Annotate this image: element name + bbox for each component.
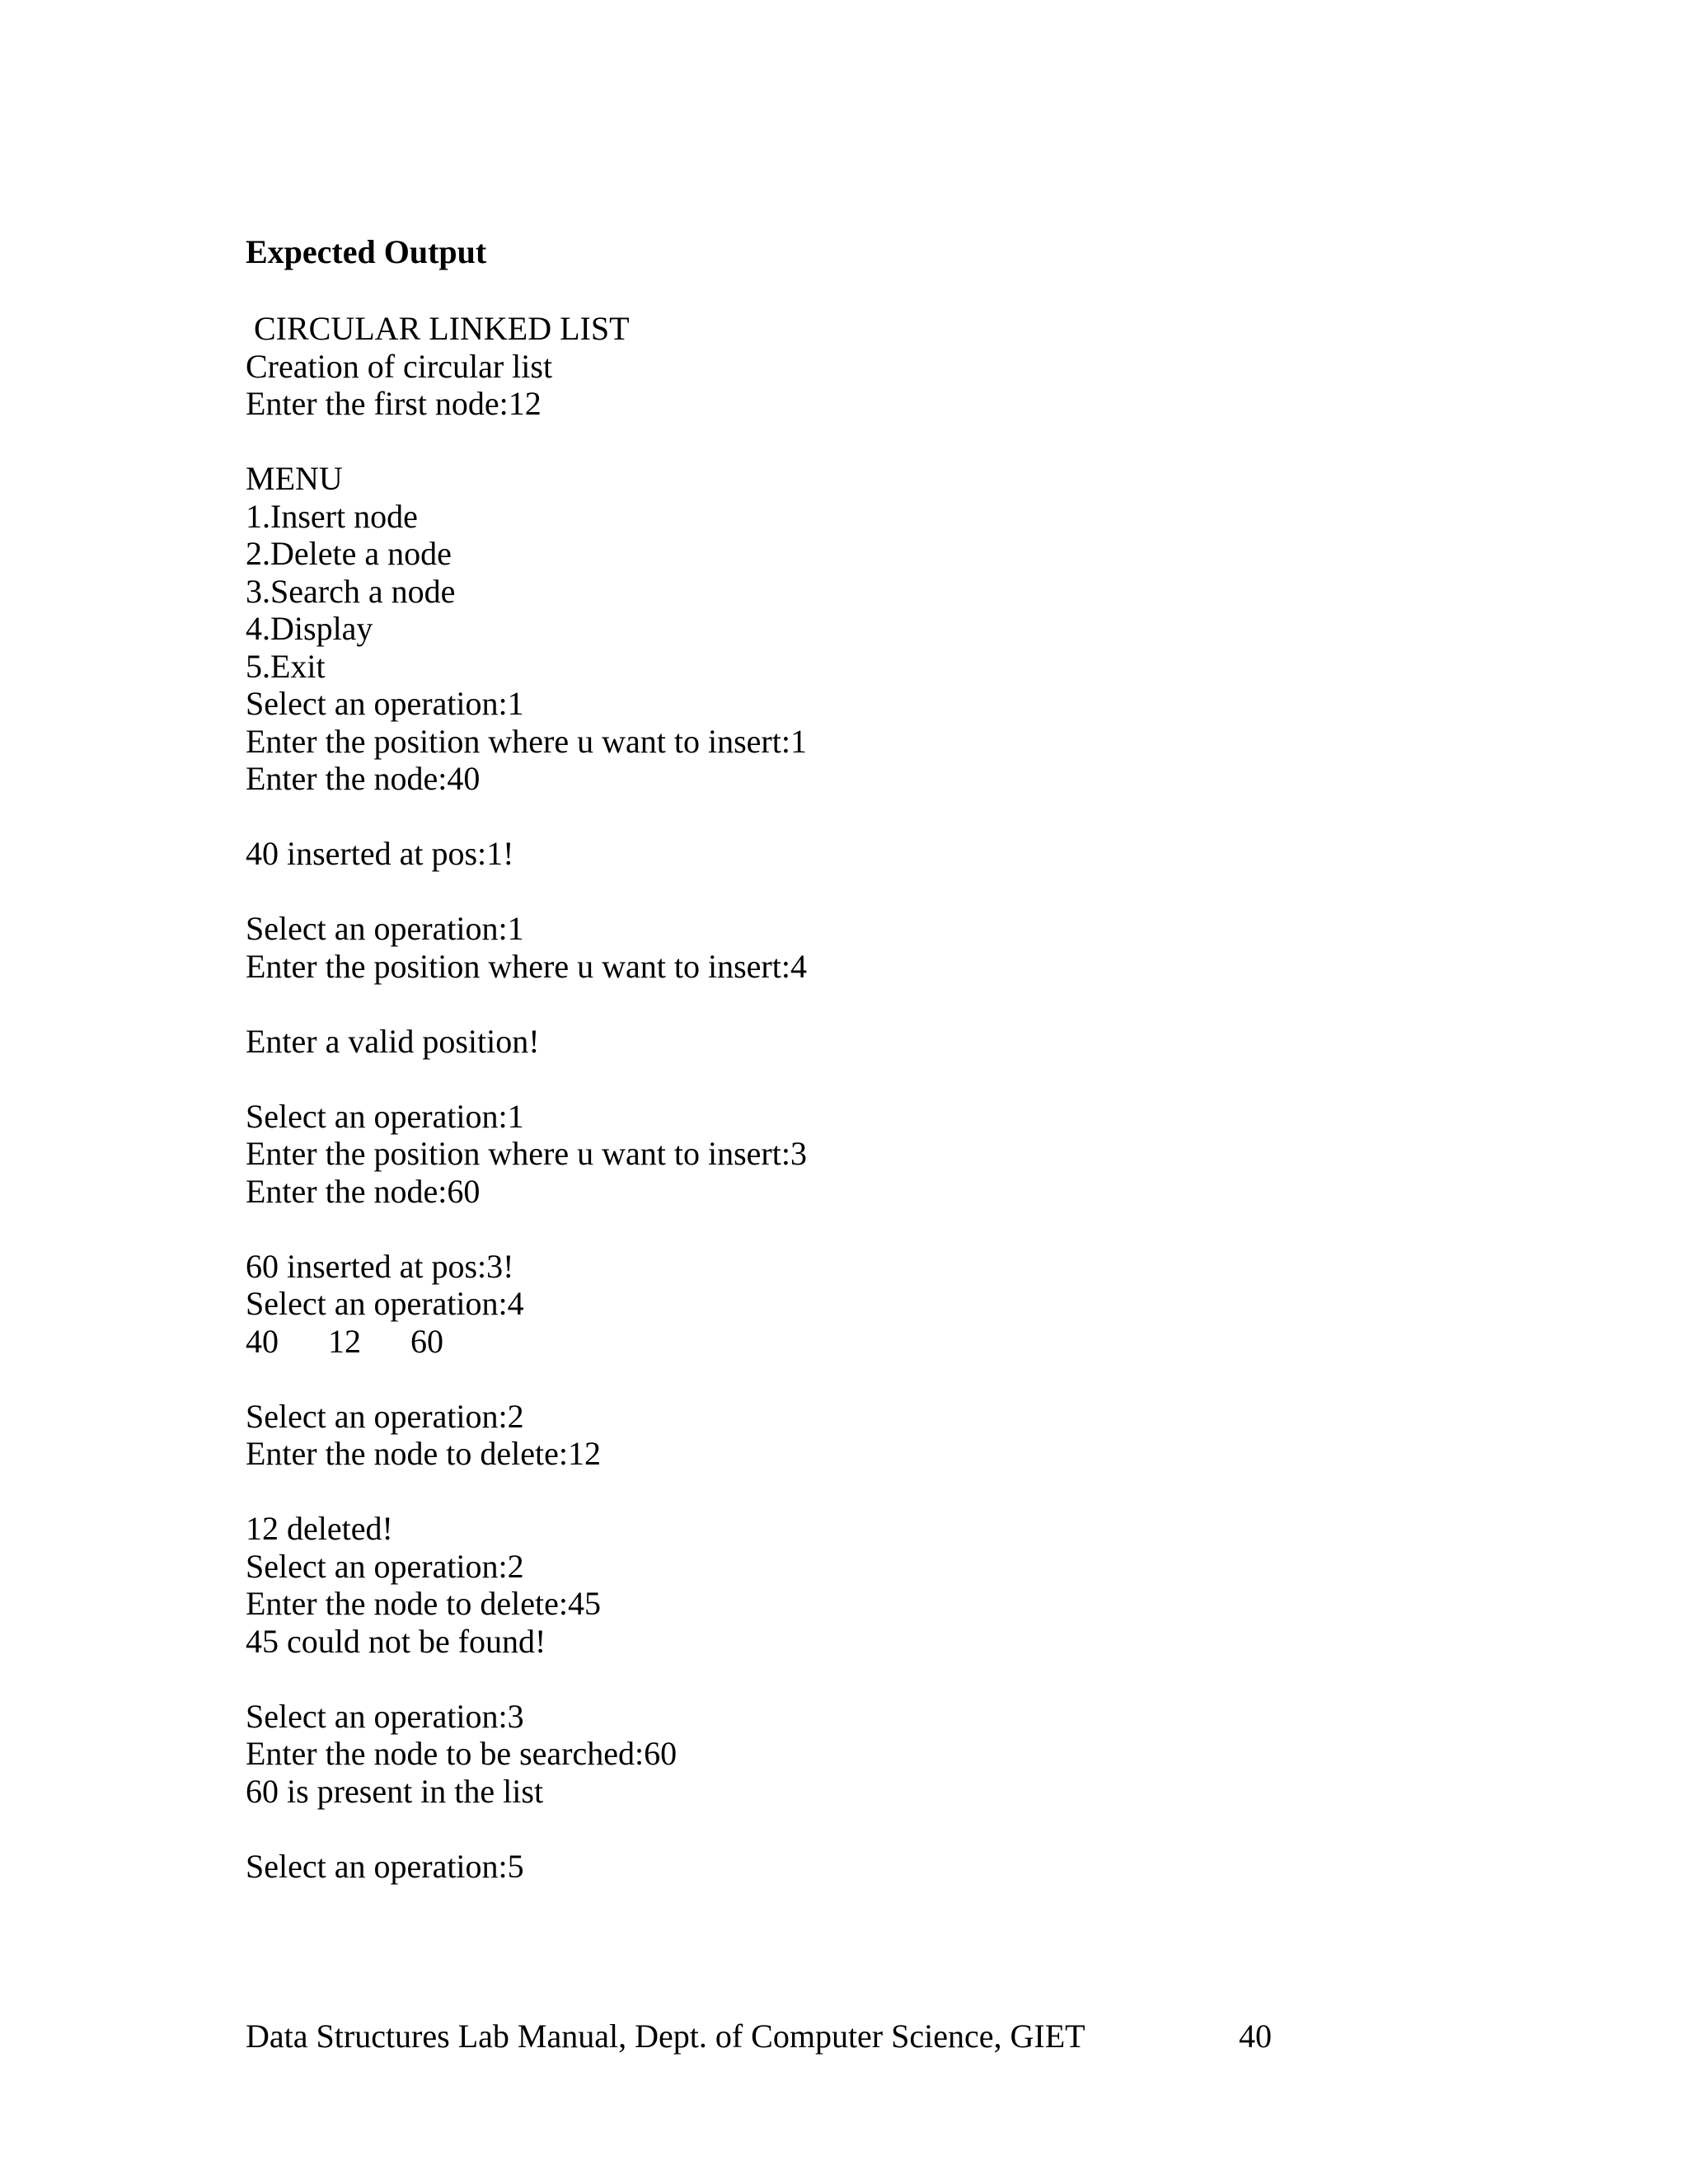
output-line: 40 12 60: [246, 1322, 443, 1360]
output-line: Select an operation:1: [246, 685, 524, 722]
output-line: Enter the node:60: [246, 1172, 481, 1210]
section-heading: Expected Output: [246, 233, 487, 270]
output-line: Enter the first node:12: [246, 385, 542, 422]
output-line: 40 inserted at pos:1!: [246, 835, 514, 872]
output-line: Select an operation:4: [246, 1285, 524, 1322]
output-line: Creation of circular list: [246, 347, 553, 385]
output-line: Select an operation:5: [246, 1847, 524, 1885]
blank-line: [246, 873, 807, 911]
blank-line: [246, 985, 807, 1023]
output-line: 3.Search a node: [246, 572, 456, 610]
blank-line: [246, 1360, 807, 1398]
blank-line: [246, 1473, 807, 1511]
page-number: 40: [1239, 2018, 1272, 2055]
output-line: Enter the position where u want to insert:3: [246, 1135, 807, 1172]
footer-text: Data Structures Lab Manual, Dept. of Computer Science, GIET: [246, 2018, 1085, 2055]
blank-line: [246, 423, 807, 461]
output-line: Enter the position where u want to insert:1: [246, 722, 807, 760]
output-line: MENU: [246, 460, 343, 497]
output-line: Enter a valid position!: [246, 1022, 540, 1060]
output-line: 60 is present in the list: [246, 1772, 544, 1810]
blank-line: [246, 1060, 807, 1098]
output-line: 4.Display: [246, 610, 373, 647]
blank-line: [246, 1210, 807, 1248]
blank-line: [246, 1810, 807, 1848]
output-line: Select an operation:2: [246, 1547, 524, 1585]
program-output: [246, 310, 807, 1885]
output-line: Enter the node to be searched:60: [246, 1735, 678, 1772]
output-line: Enter the node to delete:45: [246, 1585, 601, 1622]
blank-line: [246, 798, 807, 836]
output-line: Select an operation:3: [246, 1697, 524, 1735]
output-line: Enter the node:40: [246, 760, 481, 797]
output-line: Enter the node to delete:12: [246, 1435, 601, 1472]
output-line: Select an operation:1: [246, 1097, 524, 1135]
output-line: Select an operation:2: [246, 1397, 524, 1435]
output-line: CIRCULAR LINKED LIST: [246, 310, 630, 347]
output-line: Select an operation:1: [246, 910, 524, 947]
output-line: 60 inserted at pos:3!: [246, 1247, 514, 1285]
blank-line: [246, 1660, 807, 1698]
output-line: 12 deleted!: [246, 1510, 393, 1547]
output-line: 2.Delete a node: [246, 535, 452, 572]
output-line: 5.Exit: [246, 647, 326, 685]
output-line: 45 could not be found!: [246, 1622, 546, 1660]
output-line: Enter the position where u want to insert:4: [246, 947, 807, 985]
output-line: 1.Insert node: [246, 497, 418, 535]
